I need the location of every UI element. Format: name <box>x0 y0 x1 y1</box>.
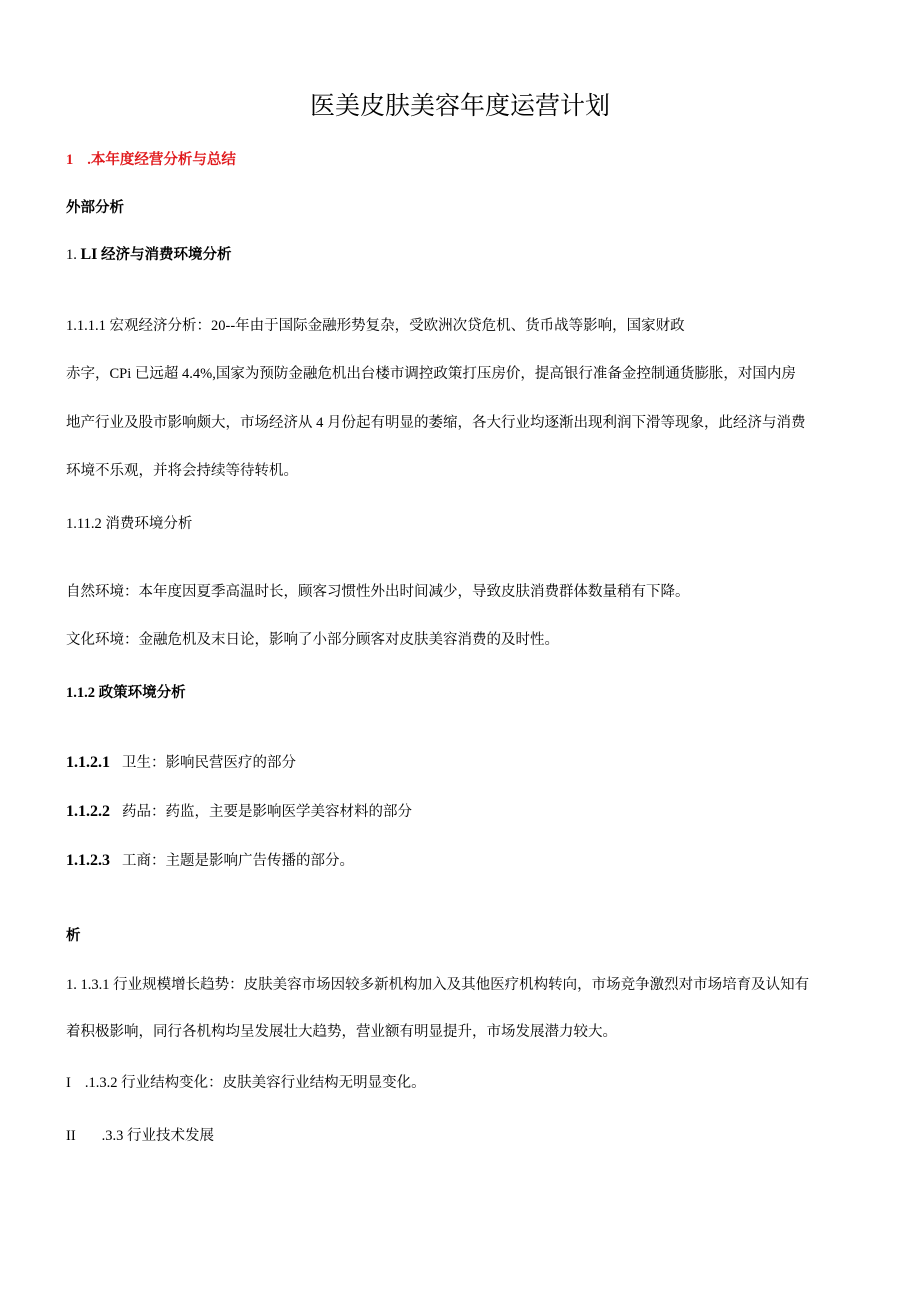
paragraph-line: 地产行业及股市影响颇大，市场经济从 4 月份起有明显的萎缩，各大行业均逐渐出现利润下滑等现象，此经济与消费 <box>66 415 806 431</box>
section-title: .本年度经营分析与总结 <box>87 152 236 168</box>
roman-numeral: I <box>66 1075 71 1091</box>
paragraph-line: 1.1.1.1 宏观经济分析：20--年由于国际金融形势复杂，受欧洲次贷危机、货币战等影响，国家财政 <box>66 318 685 334</box>
natural-environment-text: 自然环境：本年度因夏季高温时长，顾客习惯性外出时间减少，导致皮肤消费群体数量稍有下降。 <box>66 584 690 600</box>
policy-item-number: 1.1.2.3 <box>66 852 110 869</box>
policy-item-number: 1.1.2.2 <box>66 803 110 820</box>
roman-numeral: II <box>66 1128 76 1144</box>
section-number: 1 <box>66 152 74 168</box>
paragraph-line: 着积极影响，同行各机构均呈发展壮大趋势，营业额有明显提升，市场发展潜力较大。 <box>66 1024 617 1040</box>
economy-heading <box>66 245 232 265</box>
economy-heading-text: 经济与消费环境分析 <box>101 247 232 263</box>
paragraph-line: 1. 1.3.1 行业规模增长趋势：皮肤美容市场因较多新机构加入及其他医疗机构转向，市场竞争激烈对市场培育及认知有 <box>66 977 810 993</box>
industry-structure-line <box>66 1073 426 1093</box>
policy-item <box>66 851 354 871</box>
policy-heading: 1.1.2 政策环境分析 <box>66 685 186 701</box>
economy-heading-prefix: 1. <box>66 247 77 263</box>
document-title: 医美皮肤美容年度运营计划 <box>309 91 610 120</box>
industry-tech-text: .3.3 行业技术发展 <box>101 1128 215 1144</box>
industry-structure-text: .1.3.2 行业结构变化：皮肤美容行业结构无明显变化。 <box>84 1075 426 1091</box>
policy-item-text: 工商：主题是影响广告传播的部分。 <box>122 853 354 869</box>
paragraph-line: 环境不乐观，并将会持续等待转机。 <box>66 463 298 479</box>
paragraph-line: 赤字，CPi 已远超 4.4%,国家为预防金融危机出台楼市调控政策打压房价，提高银行准备金控制通货膨胀，对国内房 <box>66 366 796 382</box>
policy-item-number: 1.1.2.1 <box>66 754 110 771</box>
section-heading-1 <box>66 150 236 170</box>
economy-heading-number: LI <box>80 246 98 263</box>
external-analysis-heading: 外部分析 <box>66 200 124 216</box>
analysis-heading: 析 <box>66 928 81 944</box>
policy-item <box>66 802 412 822</box>
policy-item-text: 药品：药监，主要是影响医学美容材料的部分 <box>122 804 412 820</box>
policy-item <box>66 753 296 773</box>
consumer-heading: 1.11.2 消费环境分析 <box>66 516 193 532</box>
cultural-environment-text: 文化环境：金融危机及末日论，影响了小部分顾客对皮肤美容消费的及时性。 <box>66 632 559 648</box>
policy-item-text: 卫生：影响民营医疗的部分 <box>122 755 296 771</box>
industry-tech-line <box>66 1126 214 1146</box>
